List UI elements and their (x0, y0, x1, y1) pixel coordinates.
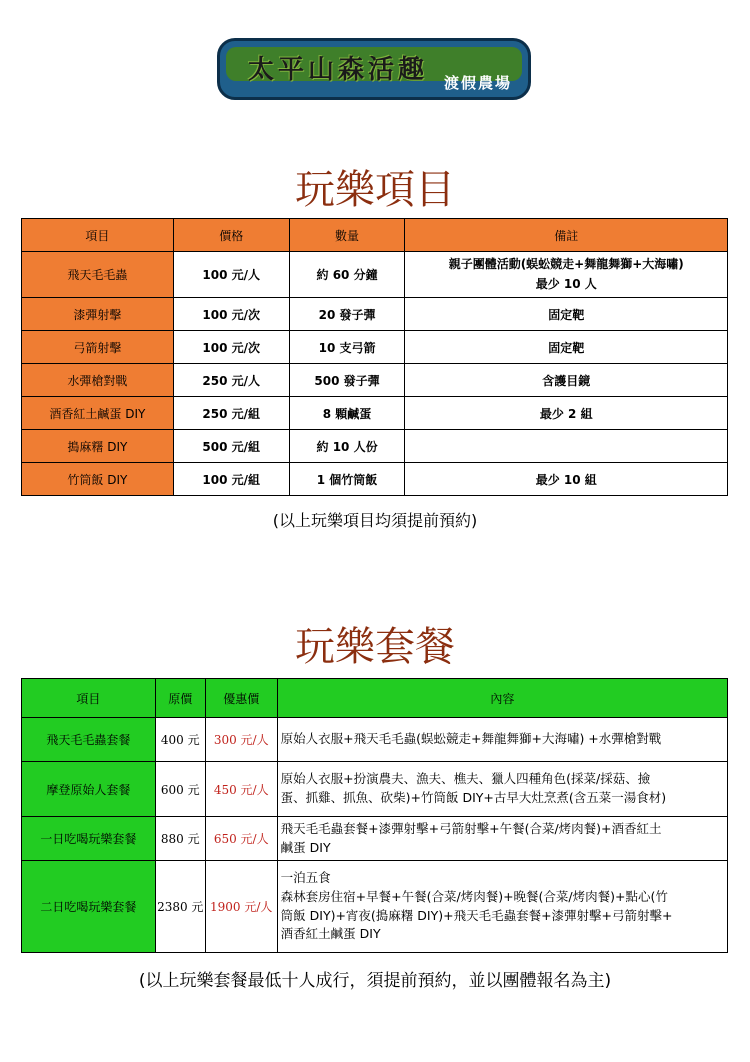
package-name: 一日吃喝玩樂套餐 (22, 817, 156, 861)
item-quantity: 20 發子彈 (289, 298, 405, 331)
table-row (22, 397, 728, 430)
item-price: 100 元/人 (173, 252, 289, 298)
header-discount-price: 優惠價 (205, 679, 277, 718)
table-header-row (22, 219, 728, 252)
item-name: 竹筒飯 DIY (22, 463, 174, 496)
package-content (277, 762, 727, 817)
item-price: 500 元/組 (173, 430, 289, 463)
content-line: 筒飯 DIY)+宵夜(搗麻糬 DIY)+飛天毛毛蟲套餐+漆彈射擊+弓箭射擊+ (280, 907, 673, 923)
header-item: 項目 (22, 219, 174, 252)
content-line: 森林套房住宿+早餐+午餐(合菜/烤肉餐)+晚餐(合菜/烤肉餐)+點心(竹 (280, 888, 668, 904)
item-name: 飛天毛毛蟲 (22, 252, 174, 298)
activities-note: (以上玩樂項目均須提前預約) (272, 511, 478, 530)
item-name: 水彈槍對戰 (22, 364, 174, 397)
content-line: 蛋、抓雞、抓魚、砍柴)+竹筒飯 DIY+古早大灶烹煮(含五菜一湯食材) (280, 790, 667, 805)
item-price: 250 元/人 (173, 364, 289, 397)
farm-logo (217, 38, 531, 100)
package-name: 二日吃喝玩樂套餐 (22, 861, 156, 953)
package-discount: 300 元/人 (205, 718, 277, 762)
content-line: 酒香紅土鹹蛋 DIY (280, 926, 381, 942)
table-row (22, 718, 728, 762)
table-row (22, 364, 728, 397)
content-line: 原始人衣服+飛天毛毛蟲(蜈蚣競走+舞龍舞獅+大海嘯) +水彈槍對戰 (280, 731, 662, 747)
item-remarks: 最少 10 組 (405, 463, 728, 496)
package-price: 880 元 (155, 817, 205, 861)
content-line: 飛天毛毛蟲套餐+漆彈射擊+弓箭射擊+午餐(合菜/烤肉餐)+酒香紅土 (280, 820, 662, 836)
package-discount: 650 元/人 (205, 817, 277, 861)
activities-table (21, 218, 728, 496)
item-price: 100 元/組 (173, 463, 289, 496)
item-remarks: 含護目鏡 (405, 364, 728, 397)
package-discount: 450 元/人 (205, 762, 277, 817)
table-row (22, 463, 728, 496)
package-content (277, 861, 727, 953)
packages-table (21, 678, 728, 953)
package-discount: 1900 元/人 (205, 861, 277, 953)
content-line: 原始人衣服+扮演農夫、漁夫、樵夫、獵人四種角色(採菜/採菇、撿 (280, 771, 651, 787)
table-row (22, 298, 728, 331)
header-remarks: 備註 (405, 219, 728, 252)
package-name: 摩登原始人套餐 (22, 762, 156, 817)
item-name: 搗麻糬 DIY (22, 430, 174, 463)
item-quantity: 500 發子彈 (289, 364, 405, 397)
item-price: 100 元/次 (173, 331, 289, 364)
content-line: 鹹蛋 DIY (280, 839, 331, 855)
content-line: 一泊五食 (280, 870, 331, 885)
item-price: 100 元/次 (173, 298, 289, 331)
item-remarks (405, 430, 728, 463)
logo-main-text: 太平山森活趣 (248, 55, 429, 85)
remarks-line: 親子團體活動(蜈蚣競走+舞龍舞獅+大海嘯) (448, 257, 684, 272)
item-quantity: 8 顆鹹蛋 (289, 397, 405, 430)
package-price: 600 元 (155, 762, 205, 817)
logo-sub-text: 渡假農場 (443, 74, 512, 92)
table-row (22, 762, 728, 817)
table-row (22, 861, 728, 953)
item-remarks: 固定靶 (405, 331, 728, 364)
header-content: 內容 (277, 679, 727, 718)
item-remarks (405, 252, 728, 298)
activities-title: 玩樂項目 (295, 167, 455, 213)
remarks-line: 最少 10 人 (535, 276, 597, 291)
packages-title: 玩樂套餐 (295, 624, 455, 670)
item-quantity: 1 個竹筒飯 (289, 463, 405, 496)
package-content (277, 817, 727, 861)
item-price: 250 元/組 (173, 397, 289, 430)
item-quantity: 約 10 人份 (289, 430, 405, 463)
item-name: 酒香紅土鹹蛋 DIY (22, 397, 174, 430)
package-price: 400 元 (155, 718, 205, 762)
header-quantity: 數量 (289, 219, 405, 252)
item-quantity: 約 60 分鐘 (289, 252, 405, 298)
item-name: 弓箭射擊 (22, 331, 174, 364)
item-remarks: 最少 2 組 (405, 397, 728, 430)
table-row (22, 817, 728, 861)
packages-note: (以上玩樂套餐最低十人成行，須提前預約，並以團體報名為主) (138, 971, 612, 991)
package-price: 2380 元 (155, 861, 205, 953)
item-remarks: 固定靶 (405, 298, 728, 331)
header-original-price: 原價 (155, 679, 205, 718)
table-row (22, 252, 728, 298)
header-price: 價格 (173, 219, 289, 252)
item-name: 漆彈射擊 (22, 298, 174, 331)
header-item: 項目 (22, 679, 156, 718)
package-content (277, 718, 727, 762)
item-quantity: 10 支弓箭 (289, 331, 405, 364)
table-row (22, 430, 728, 463)
table-header-row (22, 679, 728, 718)
package-name: 飛天毛毛蟲套餐 (22, 718, 156, 762)
table-row (22, 331, 728, 364)
